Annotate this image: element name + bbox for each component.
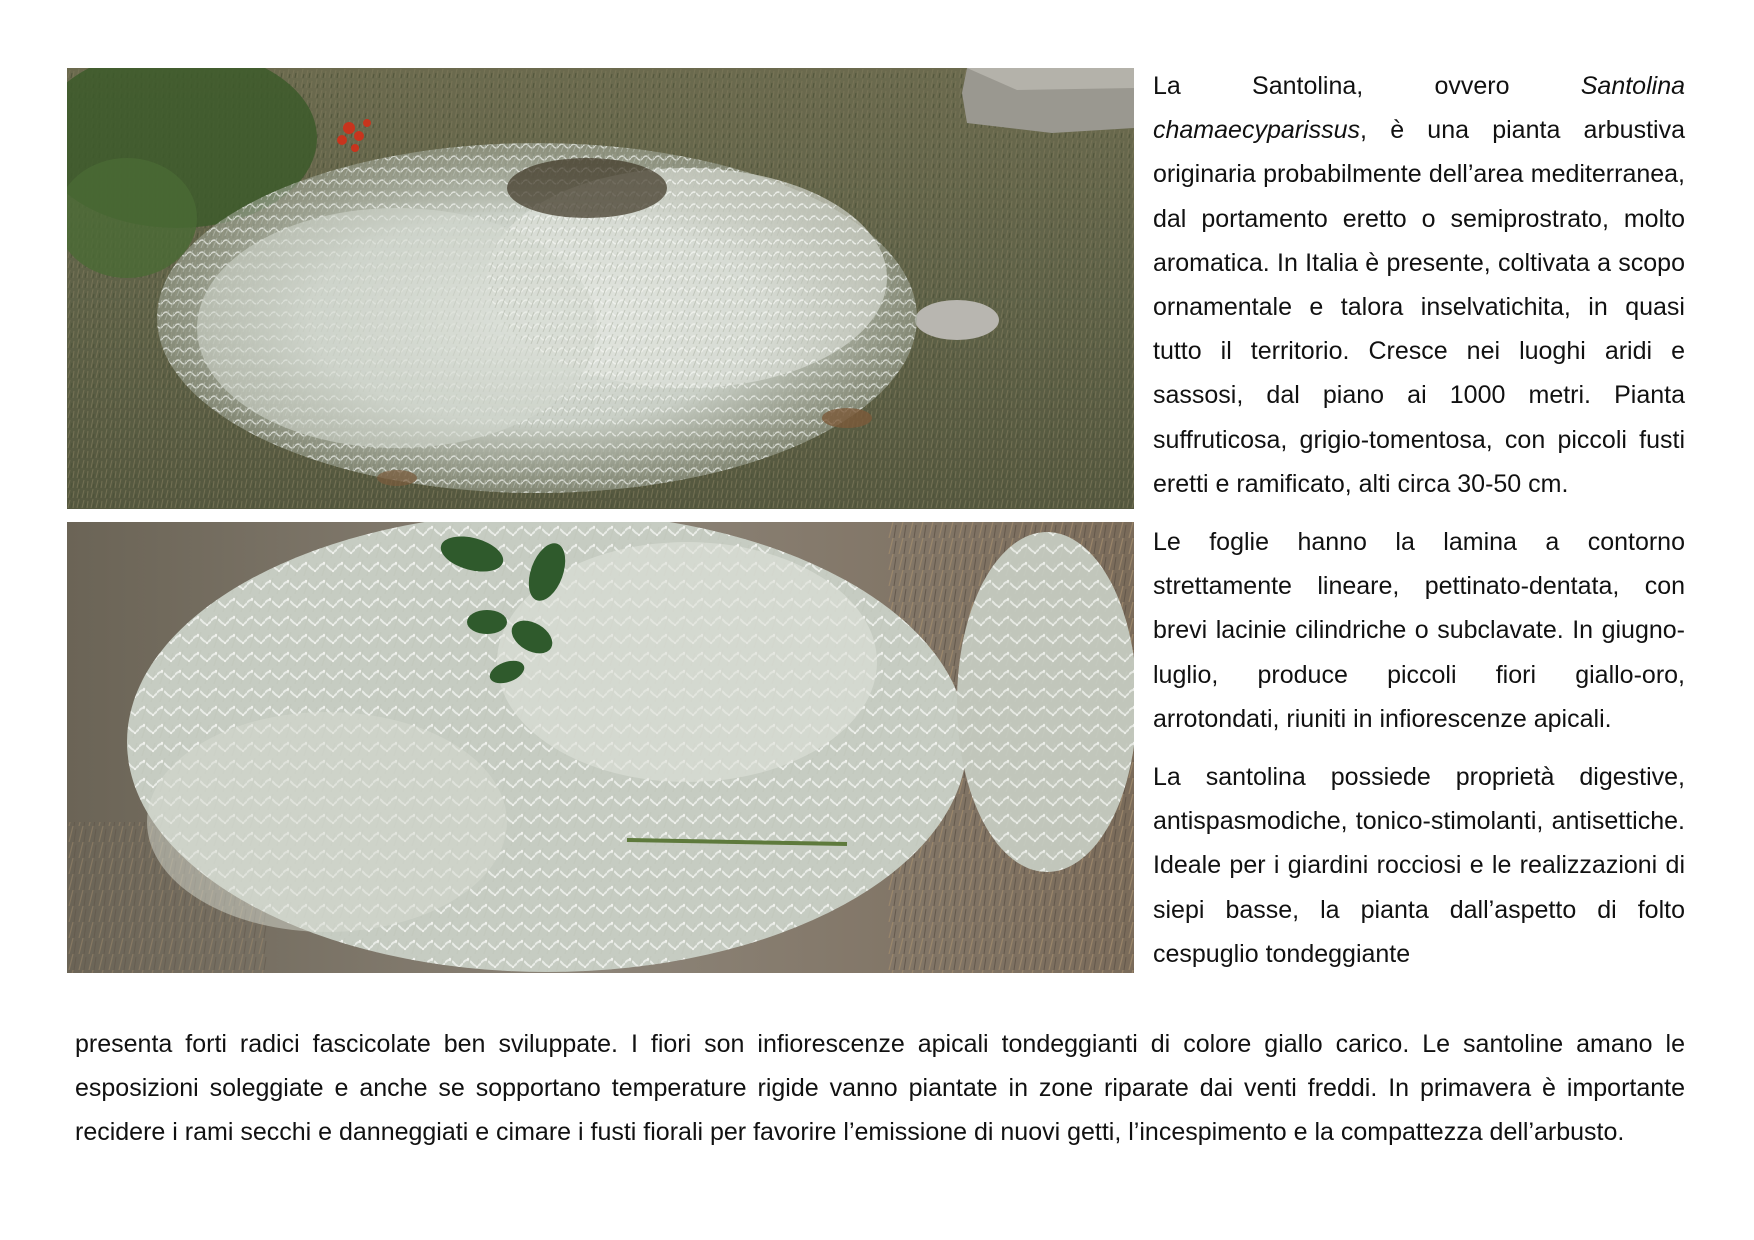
paragraph-intro-lead: La Santolina, ovvero (1153, 72, 1581, 100)
text-column (1153, 64, 1685, 976)
santolina-bush-photo (67, 68, 1134, 509)
full-width-text (75, 1022, 1685, 1155)
species-name: Santolina chamaecyparissus (1153, 72, 1685, 145)
santolina-bush-illustration (67, 68, 1134, 509)
paragraph-properties-start: La santolina possiede proprietà digestive, antispasmodiche, tonico-stimolanti, antisettiche. Ideale per i giardini rocciosi e le realizzazioni di siepi basse, la pianta dall’aspetto di folto cespuglio tondeggiante (1153, 763, 1685, 968)
paragraph-intro (1153, 64, 1685, 506)
santolina-branches-illustration (67, 522, 1134, 973)
paragraph-intro-body: , è una pianta arbustiva originaria probabilmente dell’area mediterranea, dal portamento eretto o semiprostrato, molto aromatica. In Italia è presente, coltivata a scopo ornamentale e talora inselvatichita, in quasi tutto il territorio. Cresce nei luoghi aridi e sassosi, dal piano ai 1000 metri. Pianta suffruticosa, grigio-tomentosa, con piccoli fusti eretti e ramificato, alti circa 30-50 cm. (1153, 116, 1685, 498)
paragraph-leaves: Le foglie hanno la lamina a contorno strettamente lineare, pettinato-dentata, con brevi lacinie cilindriche o subclavate. In giugno-luglio, produce piccoli fiori giallo-oro, arrotondati, riuniti in infiorescenze apicali. (1153, 528, 1685, 733)
paragraph-properties-continued: presenta forti radici fascicolate ben sviluppate. I fiori son infiorescenze apicali tondeggianti di colore giallo carico. Le santoline amano le esposizioni soleggiate e anche se sopportano temperature rigide vanno piantate in zone riparate dai venti freddi. In primavera è importante recidere i rami secchi e danneggiati e cimare i fusti fiorali per favorire l’emissione di nuovi getti, l’incespimento e la compattezza dell’arbusto. (75, 1030, 1685, 1147)
santolina-branches-photo (67, 522, 1134, 973)
